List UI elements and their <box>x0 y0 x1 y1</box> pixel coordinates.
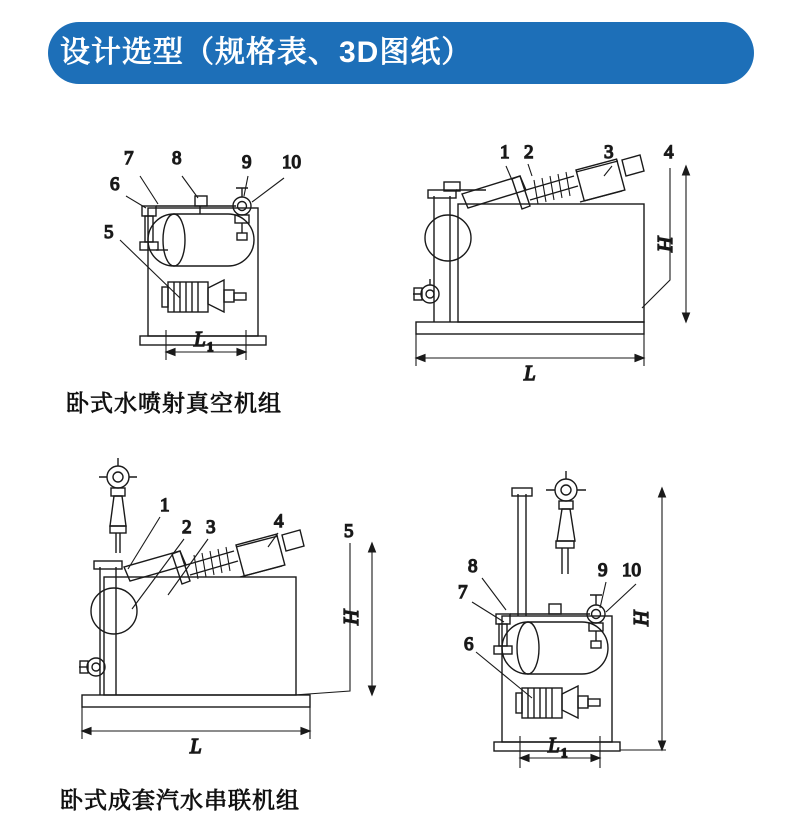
callout-2: 2 <box>182 517 192 538</box>
page-title: 设计选型（规格表、3D图纸） <box>60 36 473 69</box>
callout-8: 8 <box>172 148 182 169</box>
leader-3 <box>168 539 208 595</box>
callout-4: 4 <box>664 142 674 163</box>
callout-10: 10 <box>282 152 301 173</box>
callout-6: 6 <box>110 174 120 195</box>
leader-2 <box>528 164 532 176</box>
figure-steam-water-series-side-view <box>440 460 760 780</box>
dimension-H-label: H <box>339 609 363 625</box>
section-header-banner <box>48 22 754 84</box>
callout-5: 5 <box>344 521 354 542</box>
callout-1: 1 <box>160 495 170 516</box>
dimension-H-label: H <box>629 610 653 626</box>
figure-steam-water-series-front-view <box>56 455 406 765</box>
dimension-L-label: L <box>190 734 202 758</box>
callout-3: 3 <box>206 517 216 538</box>
dimension-L1-label: L <box>548 733 560 757</box>
dimension-H-label: H <box>653 236 677 252</box>
dimension-L1-subscript: 1 <box>561 745 568 760</box>
leader-3 <box>604 166 612 176</box>
leader-10 <box>252 178 284 202</box>
callout-7: 7 <box>458 582 468 603</box>
callout-9: 9 <box>242 152 252 173</box>
figure-1-caption: 卧式水喷射真空机组 <box>66 390 282 416</box>
figure-horizontal-water-jet-side-view <box>96 130 356 370</box>
dimension-L-label: L <box>524 361 536 385</box>
dimension-L1-label: L <box>194 327 206 351</box>
callout-2: 2 <box>524 142 534 163</box>
leader-7 <box>472 602 504 622</box>
callout-5: 5 <box>104 222 114 243</box>
leader-1 <box>506 166 512 180</box>
callout-10: 10 <box>622 560 641 581</box>
leader-7 <box>140 176 158 204</box>
dimension-L1-subscript: 1 <box>207 339 214 354</box>
callout-8: 8 <box>468 556 478 577</box>
figure-3-caption: 卧式成套汽水串联机组 <box>60 787 300 813</box>
leader-10 <box>606 584 636 612</box>
callout-1: 1 <box>500 142 510 163</box>
leader-9 <box>244 176 248 196</box>
callout-6: 6 <box>464 634 474 655</box>
leader-6 <box>126 196 146 208</box>
leader-8 <box>482 578 506 610</box>
callout-7: 7 <box>124 148 134 169</box>
leader-8 <box>182 176 198 198</box>
callout-9: 9 <box>598 560 608 581</box>
callout-4: 4 <box>274 511 284 532</box>
figure-horizontal-water-jet-front-view <box>400 128 730 388</box>
callout-3: 3 <box>604 142 614 163</box>
